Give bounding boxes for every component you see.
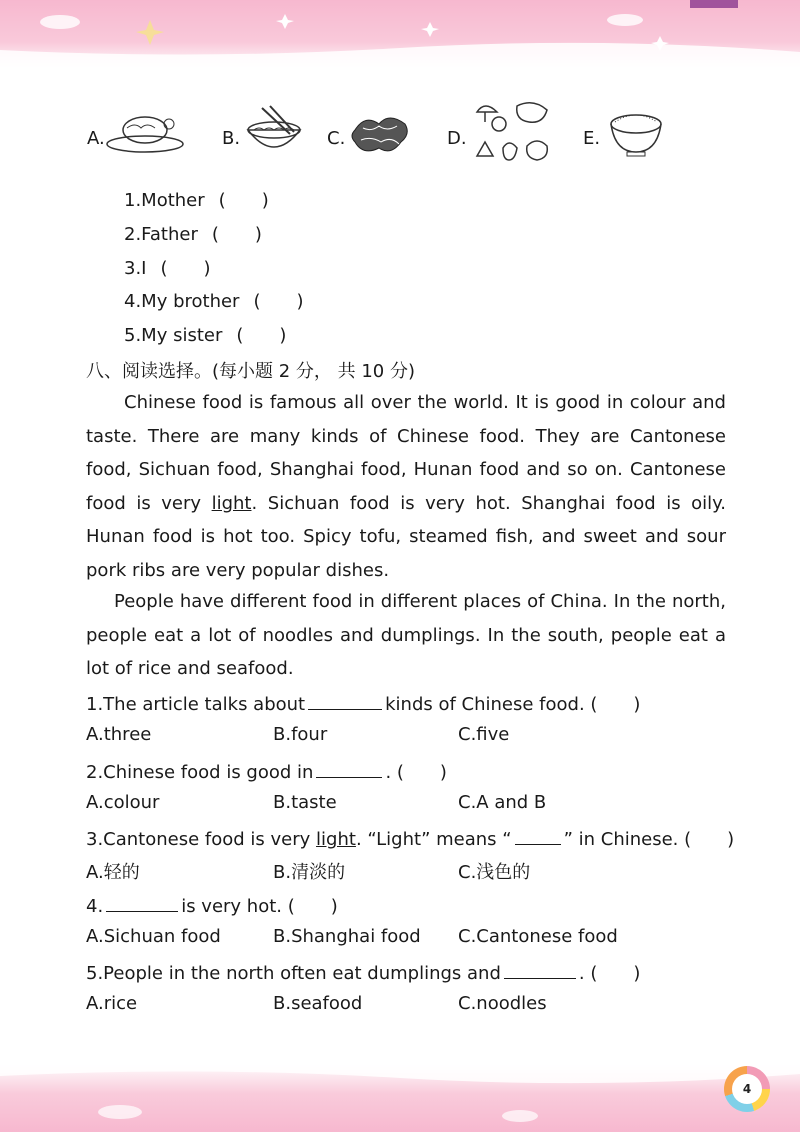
passage-paragraph-1 <box>86 386 726 587</box>
picture-label: C. <box>327 128 346 149</box>
question-text: 1.The article talks about <box>86 694 306 715</box>
question-text: . “Light” means “ <box>355 829 512 850</box>
clouds-decoration <box>0 1062 800 1132</box>
noodles-bowl-icon <box>242 104 306 160</box>
answer-blank[interactable] <box>316 759 382 778</box>
option-c[interactable]: C.five <box>458 724 510 745</box>
picture-label: E. <box>583 128 601 149</box>
question-text: ” in Chinese. ( ) <box>563 829 735 850</box>
option-a[interactable]: A.three <box>86 724 152 745</box>
answer-paren[interactable]: ( ) <box>160 258 211 279</box>
question-2 <box>86 758 447 784</box>
question-text: is very hot. ( ) <box>181 896 338 917</box>
match-item-text: 1.Mother <box>124 190 205 211</box>
answer-paren[interactable]: ( ) <box>211 224 262 245</box>
match-item <box>124 287 304 313</box>
picture-options-row <box>0 100 800 180</box>
clouds-stars-decoration <box>0 0 800 70</box>
bottom-decorative-band <box>0 1062 800 1132</box>
match-item-text: 3.I <box>124 258 147 279</box>
picture-label: B. <box>222 128 241 149</box>
question-1 <box>86 690 640 716</box>
match-item <box>124 220 262 246</box>
option-c[interactable]: C.noodles <box>458 993 547 1014</box>
answer-blank[interactable] <box>504 960 576 979</box>
roast-chicken-icon <box>105 106 185 156</box>
page-number: 4 <box>732 1074 762 1104</box>
question-text: 5.People in the north often eat dumplings and <box>86 963 501 984</box>
option-c[interactable]: C.浅色的 <box>458 862 531 883</box>
option-b[interactable]: B.清淡的 <box>273 862 346 883</box>
option-b[interactable]: B.taste <box>273 792 337 813</box>
question-3 <box>86 825 734 851</box>
vegetables-icon <box>349 108 413 158</box>
underlined-word: light <box>316 829 356 850</box>
answer-paren[interactable]: ( ) <box>218 190 269 211</box>
match-item <box>124 321 286 347</box>
match-item-text: 2.Father <box>124 224 198 245</box>
match-item-text: 5.My sister <box>124 325 223 346</box>
question-text: 3.Cantonese food is very <box>86 829 317 850</box>
question-4 <box>86 892 338 918</box>
option-c[interactable]: C.Cantonese food <box>458 926 618 947</box>
option-a[interactable]: A.Sichuan food <box>86 926 221 947</box>
underlined-word: light <box>211 492 252 514</box>
answer-paren[interactable]: ( ) <box>253 291 304 312</box>
question-text: 2.Chinese food is good in <box>86 762 314 783</box>
answer-blank[interactable] <box>106 893 178 912</box>
question-text: 4. <box>86 896 104 917</box>
question-text: kinds of Chinese food. ( ) <box>385 694 641 715</box>
question-text: . ( ) <box>385 762 447 783</box>
page-number-badge <box>724 1066 770 1112</box>
match-item <box>124 254 211 280</box>
option-b[interactable]: B.four <box>273 724 328 745</box>
question-5 <box>86 959 640 985</box>
passage-text: Chinese food is famous all over the world. It is good in colour and taste. There are many kinds of Chinese food. They are Cantonese food, Sichuan food, Shanghai food, Hunan food and so on. Cantonese food is very <box>86 392 726 514</box>
top-decorative-band <box>0 0 800 70</box>
option-a[interactable]: A.rice <box>86 993 138 1014</box>
answer-paren[interactable]: ( ) <box>236 325 287 346</box>
mushrooms-vegetables-icon <box>467 96 557 172</box>
picture-label: D. <box>447 128 467 149</box>
answer-blank[interactable] <box>308 691 382 710</box>
option-b[interactable]: B.seafood <box>273 993 363 1014</box>
picture-label: A. <box>87 128 105 149</box>
option-a[interactable]: A.轻的 <box>86 862 140 883</box>
answer-blank[interactable] <box>515 826 561 845</box>
match-item <box>124 186 269 212</box>
option-a[interactable]: A.colour <box>86 792 160 813</box>
option-b[interactable]: B.Shanghai food <box>273 926 421 947</box>
passage-paragraph-2: People have different food in different places of China. In the north, people eat a lot of noodles and dumplings. In the south, people eat a lot of rice and seafood. <box>86 591 726 679</box>
section-title: 八、阅读选择。(每小题 2 分， 共 10 分) <box>86 361 416 382</box>
option-c[interactable]: C.A and B <box>458 792 547 813</box>
rice-bowl-icon <box>607 106 665 160</box>
match-item-text: 4.My brother <box>124 291 240 312</box>
question-text: . ( ) <box>578 963 641 984</box>
passage-text: . Sichuan food is very hot. Shanghai food is oily. Hunan food is hot too. Spicy tofu, steamed fish, and sweet and sour pork ribs are very popular dishes. <box>86 492 726 581</box>
